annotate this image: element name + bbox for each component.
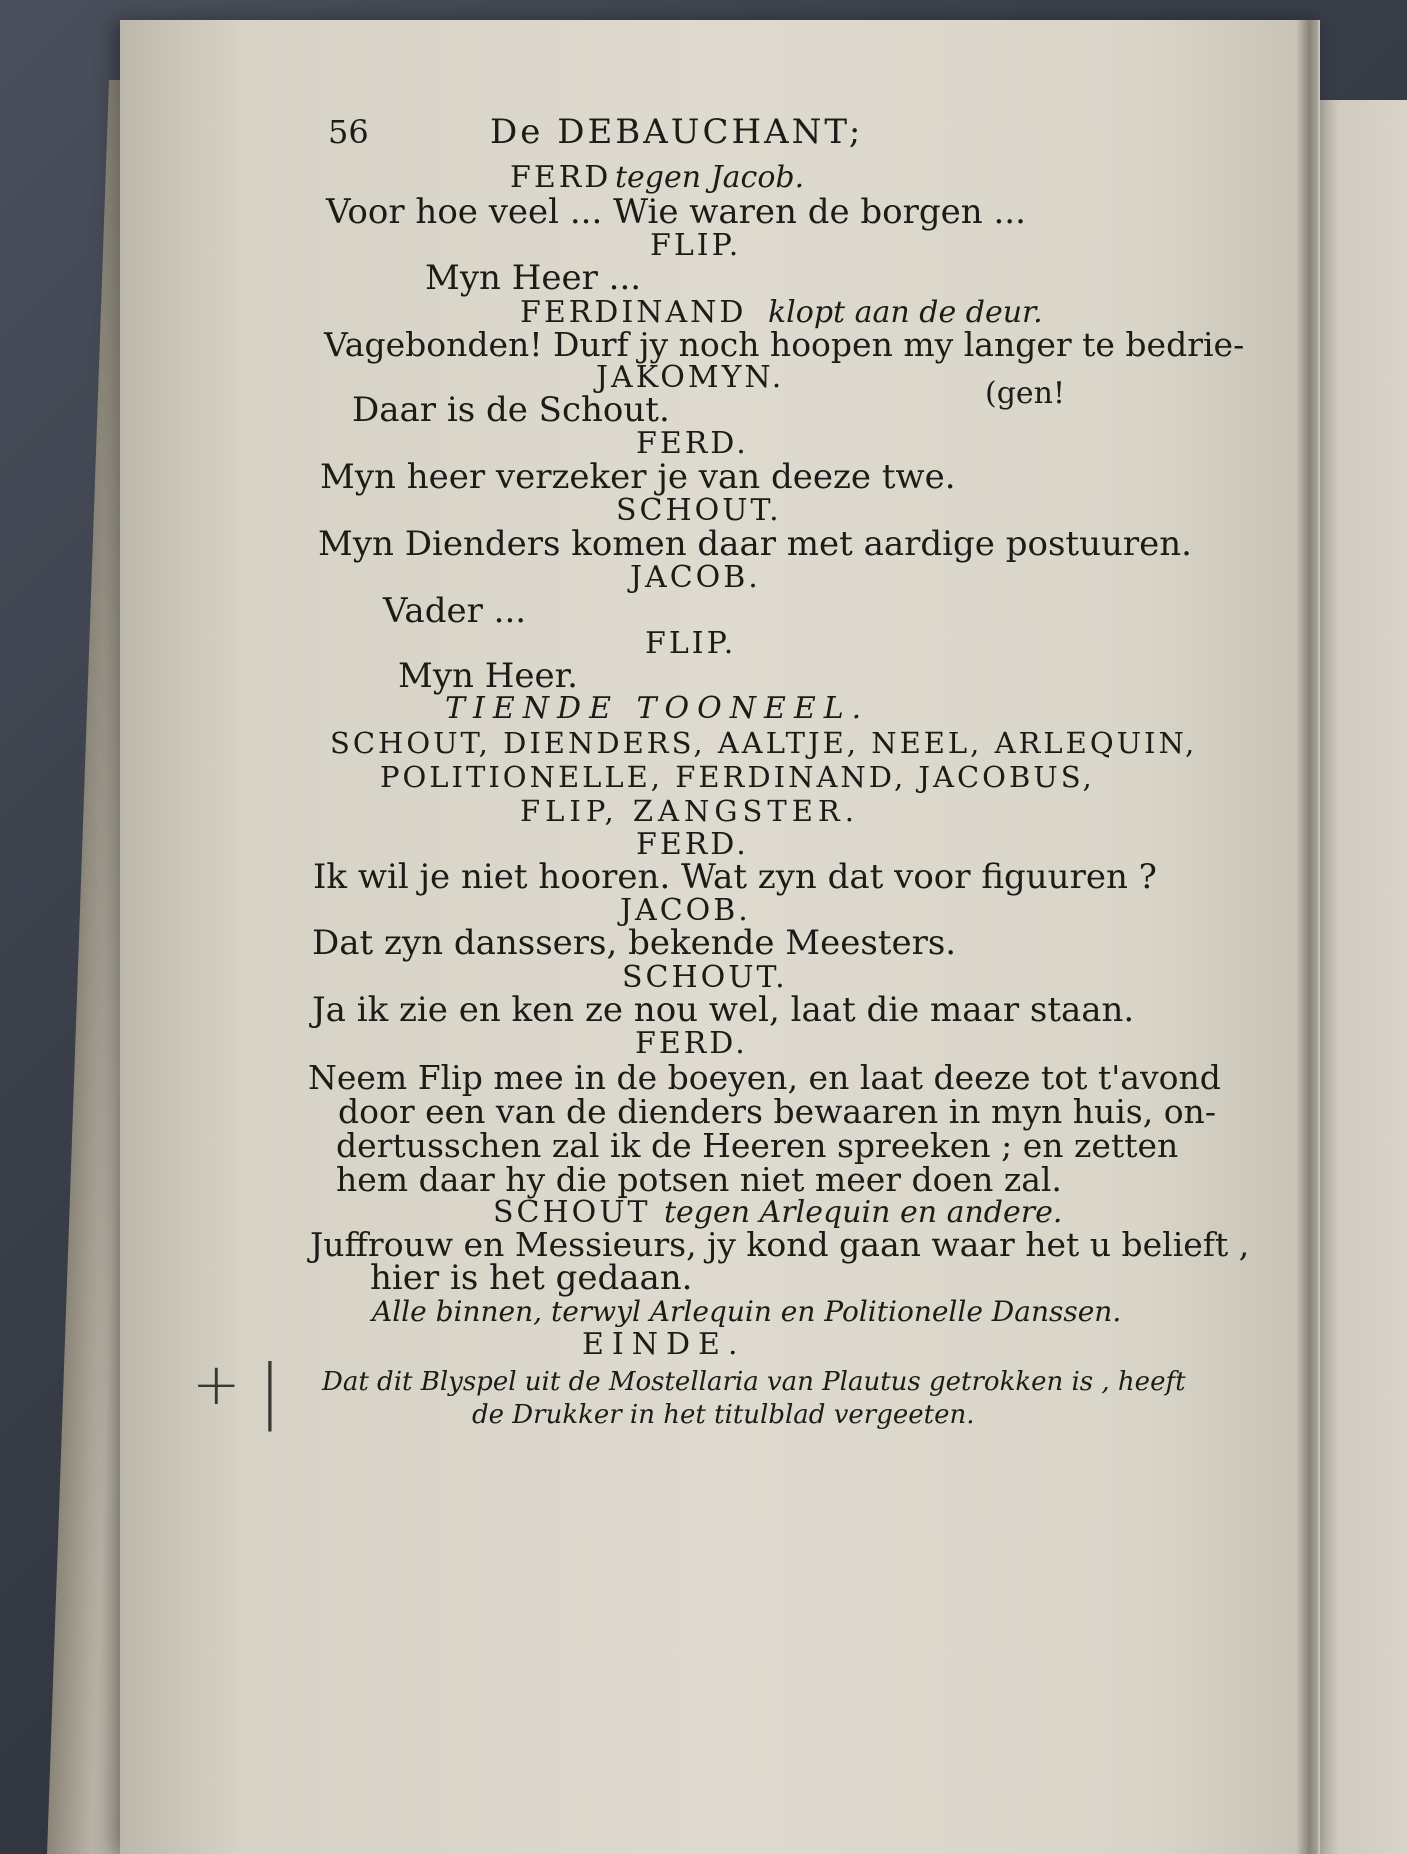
pencil-bar-mark: | [258, 1350, 282, 1432]
colophon-note: de Drukker in het titulblad vergeeten. [472, 1400, 975, 1430]
dialogue-line: Neem Flip mee in de boeyen, en laat deeze tot t'avond [308, 1058, 1221, 1097]
dialogue-line: Vagebonden! Durf jy noch hoopen my langer te bedrie- [324, 325, 1245, 364]
dialogue-line: Myn Heer. [398, 656, 578, 696]
speaker-line: SCHOUT. [622, 960, 788, 995]
dialogue-line: door een van de dienders bewaaren in myn huis, on- [338, 1092, 1216, 1131]
dialogue-line: Myn Heer ... [425, 258, 642, 298]
running-title: De DEBAUCHANT; [490, 112, 864, 152]
page-number: 56 [328, 113, 369, 151]
cast-list-line: SCHOUT, DIENDERS, AALTJE, NEEL, ARLEQUIN, [330, 726, 1198, 760]
dialogue-line: Myn heer verzeker je van deeze twe. [320, 457, 956, 497]
cast-list-line: POLITIONELLE, FERDINAND, JACOBUS, [380, 760, 1095, 794]
speaker-line: JAKOMYN. [596, 360, 785, 395]
cast-list-line: FLIP, ZANGSTER. [520, 794, 859, 828]
dialogue-line: Vader ... [383, 591, 527, 631]
stage-direction: tegen Arlequin en andere. [664, 1195, 1063, 1230]
dialogue-line: Voor hoe veel ... Wie waren de borgen ... [326, 192, 1026, 232]
dialogue-line: Ik wil je niet hooren. Wat zyn dat voor figuuren ? [313, 857, 1157, 897]
end-heading: EINDE. [582, 1327, 746, 1362]
stage-direction: Alle binnen, terwyl Arlequin en Politionelle Danssen. [372, 1295, 1122, 1328]
dialogue-line: hier is het gedaan. [370, 1258, 693, 1298]
speaker-line: FERD. [635, 1026, 748, 1061]
speaker-line: JACOB. [620, 893, 751, 928]
dialogue-line: Dat zyn danssers, bekende Meesters. [312, 923, 957, 963]
dialogue-line: Daar is de Schout. [352, 390, 670, 430]
dialogue-line: dertusschen zal ik de Heeren spreeken ; en zetten [336, 1126, 1179, 1165]
speaker-line: FERD. [636, 827, 749, 862]
stage-direction: tegen Jacob. [615, 160, 805, 195]
speaker-line: FERD. [636, 426, 749, 461]
turnover-word: (gen! [985, 376, 1066, 411]
speaker-line: JACOB. [630, 560, 761, 595]
dialogue-line: Myn Dienders komen daar met aardige postuuren. [318, 524, 1192, 564]
stage-direction: klopt aan de deur. [768, 295, 1043, 330]
scene-heading: TIENDE TOONEEL. [445, 691, 870, 726]
dialogue-line: hem daar hy die potsen niet meer doen zal. [336, 1160, 1062, 1199]
speaker-line: SCHOUT [493, 1195, 651, 1230]
dialogue-line: Ja ik zie en ken ze nou wel, laat die maar staan. [312, 990, 1135, 1030]
dialogue-line: Juffrouw en Messieurs, jy kond gaan waar het u belieft , [310, 1225, 1250, 1264]
speaker-line: FLIP. [645, 626, 737, 661]
speaker-line: SCHOUT. [616, 493, 782, 528]
speaker-line: FERD [510, 160, 612, 195]
speaker-line: FERDINAND [520, 295, 747, 330]
colophon-note: Dat dit Blyspel uit de Mostellaria van Plautus getrokken is , heeft [322, 1367, 1186, 1397]
pencil-cross-mark: + [192, 1350, 241, 1418]
speaker-line: FLIP. [650, 228, 742, 263]
